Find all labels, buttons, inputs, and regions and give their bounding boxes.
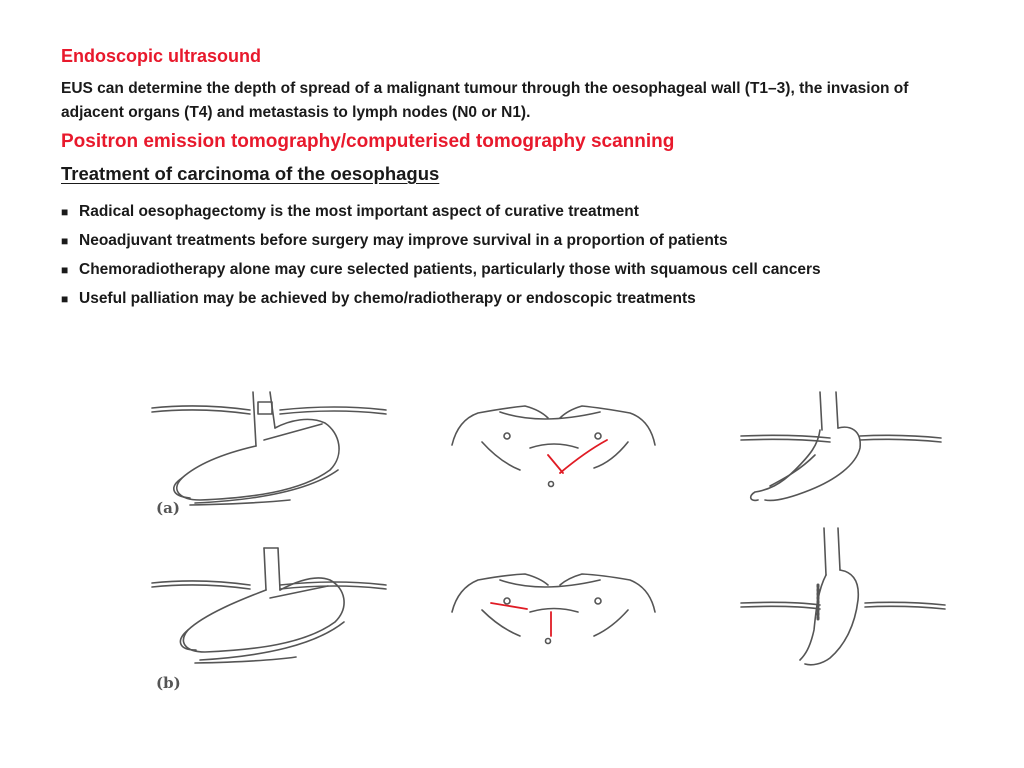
bullet-square-icon: ■ (61, 205, 69, 219)
bullet-text: Useful palliation may be achieved by chemo/radiotherapy or endoscopic treatments (79, 290, 696, 307)
paragraph-eus: EUS can determine the depth of spread of a malignant tumour through the oesophageal wall (T1–3), the invasion of adjacent organs (T4) and metastasis to lymph nodes (N0 or N1). (61, 80, 909, 121)
figure-label-b: (b) (156, 674, 181, 692)
oesophagectomy-illustration (0, 380, 1024, 700)
figure-label-a: (a) (156, 499, 180, 517)
chest-torso-b (452, 574, 655, 644)
esophagus-stomach-pullup-a (741, 392, 941, 501)
bullet-item (61, 255, 821, 284)
stomach-preop-a (152, 392, 386, 505)
bullet-item (61, 284, 821, 313)
heading-treatment: Treatment of carcinoma of the oesophagus (61, 163, 440, 184)
bullet-square-icon: ■ (61, 234, 69, 248)
esophagus-stomach-pullup-b (741, 528, 945, 665)
treatment-bullet-list (61, 197, 821, 313)
incision-line (548, 455, 563, 473)
bullet-text: Radical oesophagectomy is the most important aspect of curative treatment (79, 203, 639, 220)
heading-pet-ct: Positron emission tomography/computerised tomography scanning (61, 131, 675, 152)
bullet-text: Chemoradiotherapy alone may cure selected patients, particularly those with squamous cell cancers (79, 261, 821, 278)
bullet-square-icon: ■ (61, 263, 69, 277)
bullet-square-icon: ■ (61, 292, 69, 306)
stomach-preop-b (152, 548, 386, 663)
chest-torso-a (452, 406, 655, 487)
bullet-item (61, 226, 821, 255)
bullet-text: Neoadjuvant treatments before surgery may improve survival in a proportion of patients (79, 232, 728, 249)
oesophagectomy-diagram (0, 380, 1024, 700)
heading-endoscopic-ultrasound: Endoscopic ultrasound (61, 46, 262, 66)
bullet-item (61, 197, 821, 226)
